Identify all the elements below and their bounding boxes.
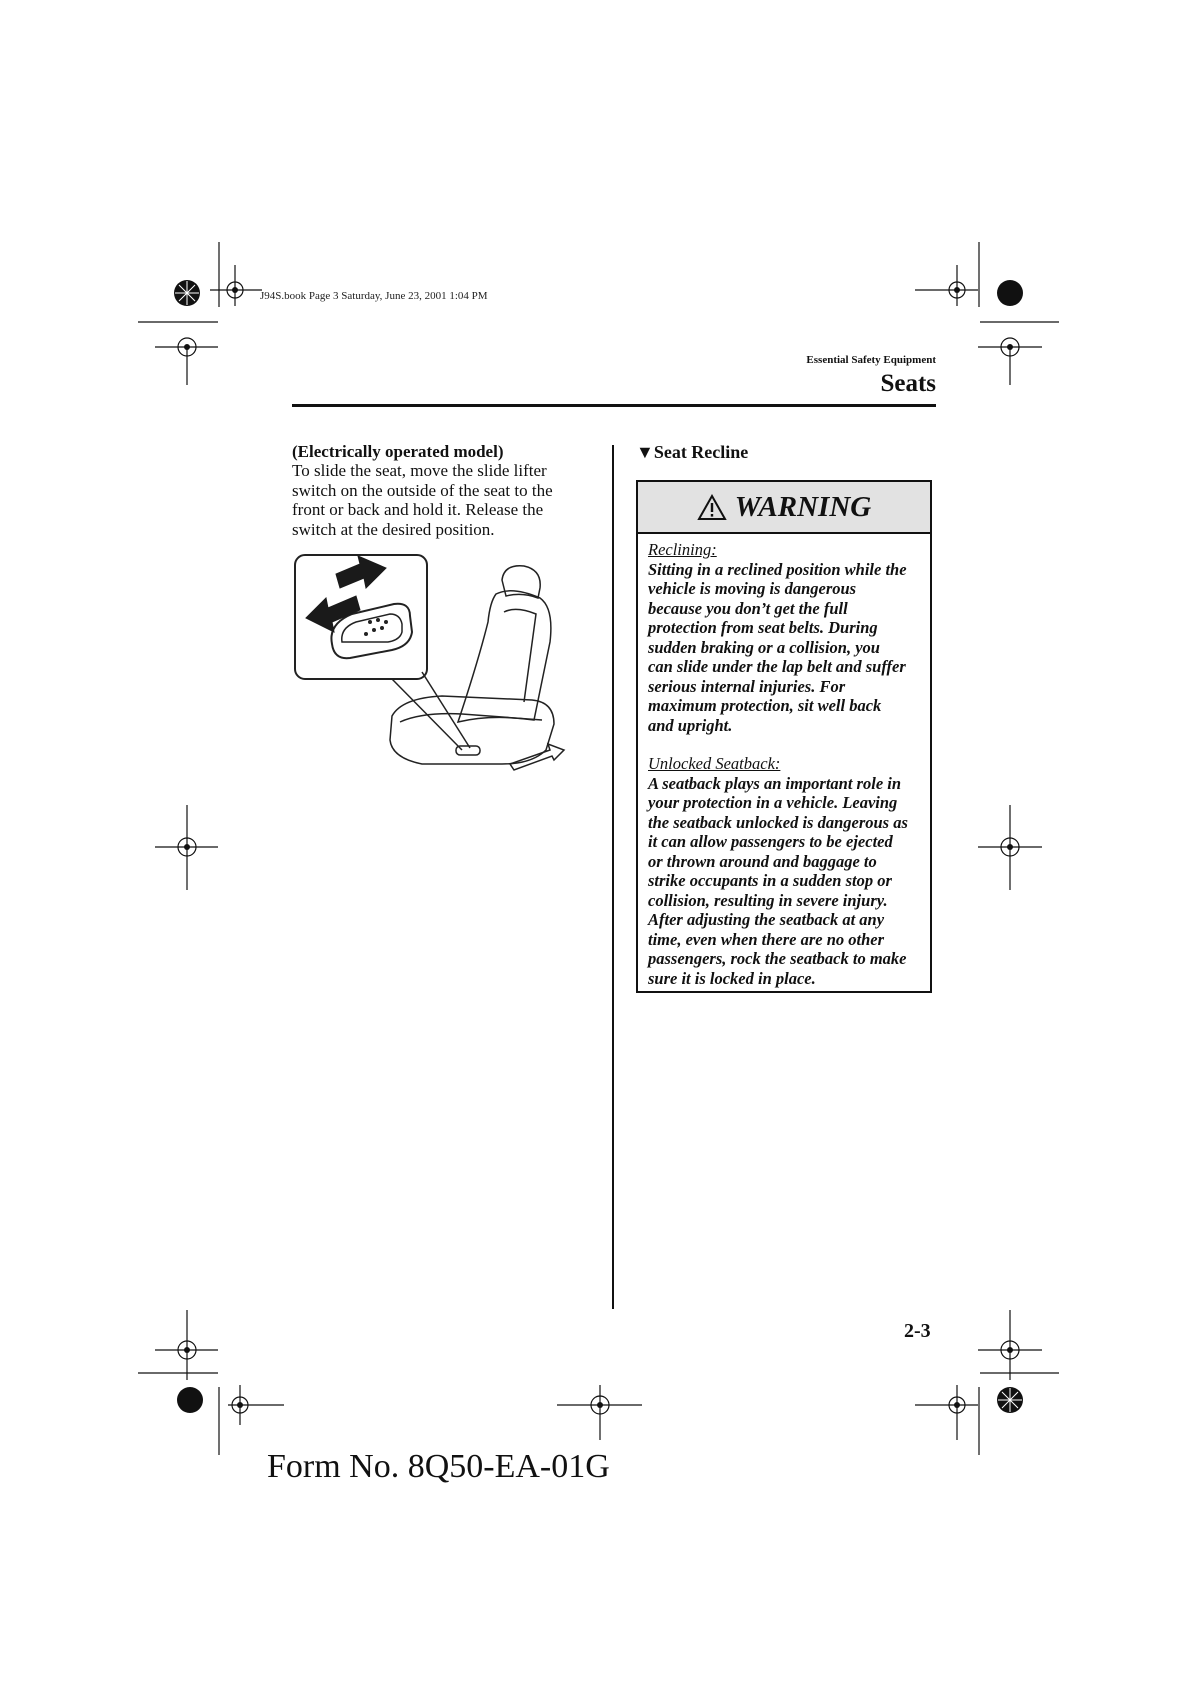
right-column — [636, 442, 936, 462]
warning-line: protection from seat belts. During — [648, 618, 878, 637]
page-number: 2-3 — [904, 1320, 931, 1342]
left-column — [292, 442, 572, 539]
warning-subtitle: Reclining: — [648, 540, 717, 559]
warning-body — [638, 534, 930, 988]
warning-line: After adjusting the seatback at any — [648, 910, 885, 929]
seat-slide-illustration — [292, 552, 576, 778]
warning-line: time, even when there are no other — [648, 929, 885, 949]
warning-line: and upright. — [648, 715, 733, 735]
body-line: switch on the outside of the seat to the — [292, 480, 553, 500]
warning-line: A seatback plays an important role in — [648, 773, 902, 793]
body-line: front or back and hold it. Release the — [292, 500, 544, 520]
warning-line: your protection in a vehicle. Leaving — [648, 793, 898, 812]
warning-line: it can allow passengers to be ejected — [648, 832, 893, 851]
warning-line: can slide under the lap belt and suffer — [648, 657, 906, 676]
warning-line: the seatback unlocked is dangerous as — [648, 812, 908, 832]
model-heading: (Electrically operated model) — [292, 442, 504, 461]
page-title: Seats — [880, 370, 936, 397]
body-line: switch at the desired position. — [292, 519, 495, 539]
seat-recline-subhead: ▼Seat Recline — [636, 442, 749, 462]
warning-subtitle: Unlocked Seatback: — [648, 754, 781, 773]
warning-line: sudden braking or a collision, you — [648, 637, 880, 657]
warning-title: WARNING — [734, 490, 872, 523]
column-divider — [612, 445, 614, 1309]
warning-line: passengers, rock the seatback to make — [648, 949, 907, 968]
warning-line: vehicle is moving is dangerous — [648, 579, 857, 598]
warning-line: because you don’t get the full — [648, 598, 848, 618]
section-name: Essential Safety Equipment — [806, 354, 936, 366]
print-info: J94S.book Page 3 Saturday, June 23, 2001 1:04 PM — [260, 290, 488, 302]
paragraph-gap — [648, 735, 920, 754]
form-number: Form No. 8Q50-EA-01G — [267, 1448, 610, 1485]
warning-line: sure it is locked in place. — [648, 968, 816, 988]
warning-line: maximum protection, sit well back — [648, 696, 882, 715]
header-rule — [292, 404, 936, 407]
warning-line: strike occupants in a sudden stop or — [648, 871, 892, 890]
warning-header — [638, 482, 930, 534]
warning-line: serious internal injuries. For — [648, 676, 846, 696]
warning-line: collision, resulting in severe injury. — [648, 890, 888, 910]
body-line: To slide the seat, move the slide lifter — [292, 461, 547, 480]
warning-triangle-icon — [697, 494, 727, 521]
warning-box — [636, 480, 932, 993]
warning-line: Sitting in a reclined position while the — [648, 559, 907, 579]
warning-line: or thrown around and baggage to — [648, 851, 877, 871]
